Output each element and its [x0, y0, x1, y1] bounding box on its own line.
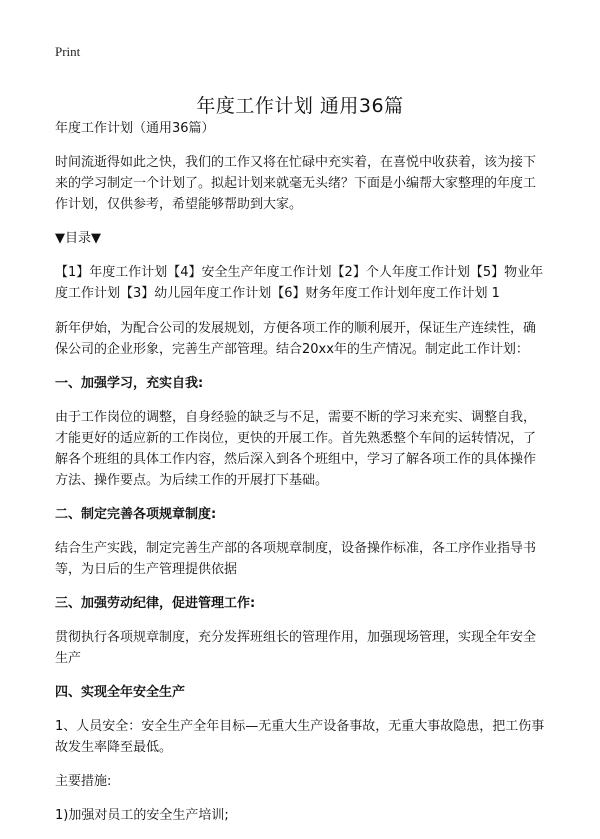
section-body: 结合生产实践，制定完善生产部的各项规章制度，设备操作标准，各工序作业指导书等，为日后的生产管理提供依据	[55, 541, 537, 577]
opening-paragraph: 新年伊始，为配合公司的发展规划，方便各项工作的顺利展开，保证生产连续性，确保公司的企业形象，完善生产部管理。结合20xx年的生产情况。制定此工作计划：	[55, 321, 537, 357]
document-subtitle: 年度工作计划（通用36篇）	[55, 121, 215, 136]
toc-list: 【1】年度工作计划【4】安全生产年度工作计划【2】个人年度工作计划【5】物业年度工作计划【3】幼儿园年度工作计划【6】财务年度工作计划年度工作计划 1	[55, 265, 544, 301]
document-body	[55, 118, 547, 839]
section-body: 贯彻执行各项规章制度，充分发挥班组长的管理作用，加强现场管理，实现全年安全生产	[55, 630, 537, 666]
measure-item: 1)加强对员工的安全生产培训;	[55, 808, 229, 823]
section-heading: 二、制定完善各项规章制度:	[55, 507, 217, 522]
section-body: 由于工作岗位的调整，自身经验的缺乏与不足，需要不断的学习来充实、调整自我，才能更好的适应新的工作岗位，更快的开展工作。首先熟悉整个车间的运转情况，了解各个班组的具体工作内容，然后深入到各个班组中，学习了解各项工作的具体操作方法、操作要点。为后续工作的开展打下基础。	[55, 410, 537, 488]
measures-label: 主要措施:	[55, 774, 112, 789]
section-heading: 一、加强学习，充实自我:	[55, 376, 204, 391]
intro-paragraph: 时间流逝得如此之快，我们的工作又将在忙碌中充实着，在喜悦中收获着，该为接下来的学习制定一个计划了。拟起计划来就毫无头绪？下面是小编帮大家整理的年度工作计划，仅供参考，希望能够帮助到大家。	[55, 155, 537, 212]
toc-label: ▼目录▼	[55, 231, 101, 246]
section-body: 1、人员安全：安全生产全年目标—无重大生产设备事故，无重大事故隐患，把工伤事故发生率降至最低。	[55, 719, 545, 755]
section-heading: 三、加强劳动纪律，促进管理工作:	[55, 596, 256, 611]
document-title: 年度工作计划 通用36篇	[196, 94, 404, 117]
section-heading: 四、实现全年安全生产	[55, 685, 186, 700]
print-label: Print	[55, 44, 81, 59]
